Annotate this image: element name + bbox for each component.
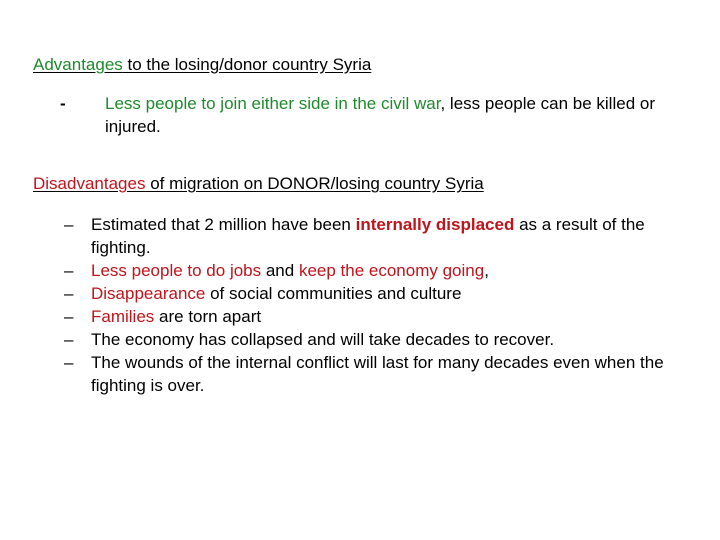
disadvantages-list [64,213,694,397]
dash-bullet: – [64,261,74,280]
list-item [64,213,694,259]
advantages-heading-rest: to the losing/donor country Syria [122,55,372,74]
list-item-text [91,282,694,305]
list-item [64,328,694,351]
list-item-segment: are torn apart [154,307,262,326]
disadvantages-heading-rest: of migration on DONOR/losing country Syria [145,174,484,193]
list-item [64,305,694,328]
list-item [64,282,694,305]
disadvantages-heading [33,174,484,194]
advantages-item-rest: , less people can be killed or injured. [105,94,655,136]
list-item-segment: of social communities and culture [205,284,462,303]
dash-bullet: – [64,330,74,349]
dash-bullet: – [64,353,74,372]
dash-bullet: – [64,215,74,234]
disadvantages-heading-keyword: Disadvantages [33,174,146,193]
dash-bullet: – [64,284,74,303]
list-item [64,259,694,282]
list-item-highlight: Families [91,307,155,326]
dash-bullet: – [64,307,74,326]
list-item-text [91,213,694,259]
list-item-highlight: Disappearance [91,284,206,303]
advantages-heading-keyword: Advantages [33,55,123,74]
advantages-item-highlight: Less people to join either side in the civil war [105,94,441,113]
list-item-text [91,305,694,328]
list-item-segment: and [261,261,299,280]
list-item-highlight: Less people to do jobs [91,261,262,280]
list-item-text: The wounds of the internal conflict will last for many decades even when the fighting is over. [91,353,664,395]
list-item-segment: , [484,261,489,280]
list-item-highlight: keep the economy going [298,261,485,280]
list-item-text: The economy has collapsed and will take decades to recover. [91,330,555,349]
list-item-text [91,259,694,282]
list-item-highlight: internally displaced [355,215,515,234]
list-item-segment: as a result of the fighting. [91,215,645,257]
list-item-segment: Estimated that 2 million have been [91,215,356,234]
list-item [64,351,694,397]
advantages-item-text [105,92,680,138]
advantages-list-item [60,92,680,138]
hyphen-bullet: - [60,94,66,113]
advantages-heading [33,55,371,75]
advantages-list [60,92,680,138]
